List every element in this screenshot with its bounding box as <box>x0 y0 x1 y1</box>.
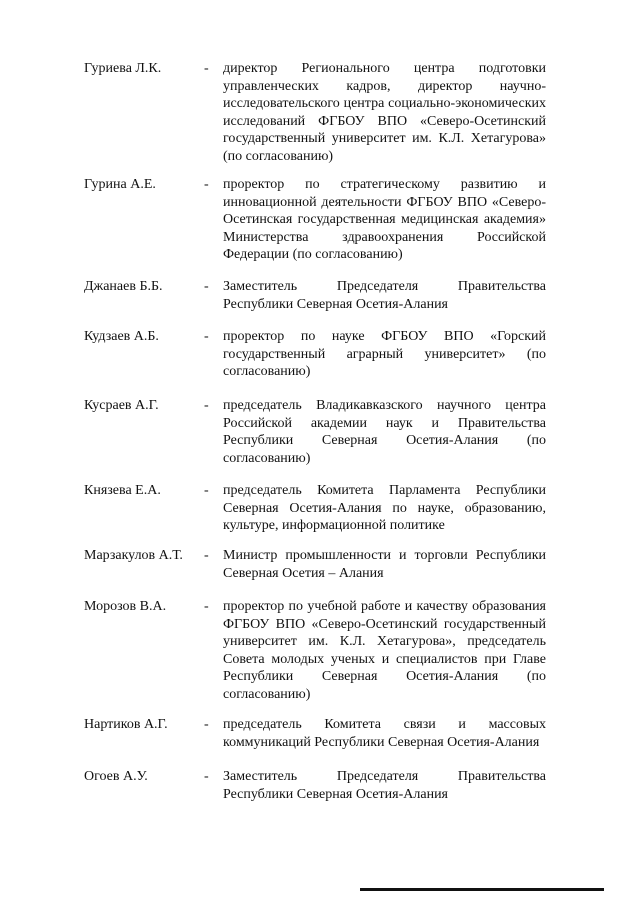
member-description: проректор по науке ФГБОУ ВПО «Горский государственный аграрный университет» (по согласованию) <box>223 329 546 379</box>
member-name: Кудзаев А.Б. <box>84 329 159 344</box>
member-description: председатель Комитета Парламента Республики Северная Осетия-Алания по науке, образованию, культуре, информационной политике <box>223 483 546 533</box>
member-name: Кусраев А.Г. <box>84 398 159 413</box>
member-dash: - <box>204 548 209 563</box>
member-description: председатель Комитета связи и массовых коммуникаций Республики Северная Осетия-Алания <box>223 717 546 750</box>
member-dash: - <box>204 177 209 192</box>
member-description: проректор по стратегическому развитию и инновационной деятельности ФГБОУ ВПО «Северо-Осетинская государственная медицинская академия» Министерства здравоохранения Российской Федерации (по согласованию) <box>223 177 546 262</box>
member-dash: - <box>204 599 209 614</box>
member-name: Гуриева Л.К. <box>84 61 162 76</box>
member-dash: - <box>204 769 209 784</box>
member-dash: - <box>204 329 209 344</box>
member-name: Нартиков А.Г. <box>84 717 168 732</box>
member-description: директор Регионального центра подготовки управленческих кадров, директор научно-исследовательского центра социально-экономических исследований ФГБОУ ВПО «Северо-Осетинский государственный университет им. К.Л. Хетагурова» (по согласованию) <box>223 61 546 164</box>
footer-rule <box>360 888 604 891</box>
member-name: Джанаев Б.Б. <box>84 279 163 294</box>
member-description: Заместитель Председателя Правительства Республики Северная Осетия-Алания <box>223 279 546 312</box>
member-dash: - <box>204 717 209 732</box>
member-name: Морозов В.А. <box>84 599 167 614</box>
member-dash: - <box>204 61 209 76</box>
member-name: Огоев А.У. <box>84 769 148 784</box>
member-dash: - <box>204 398 209 413</box>
member-description: Министр промышленности и торговли Республики Северная Осетия – Алания <box>223 548 546 581</box>
member-dash: - <box>204 483 209 498</box>
member-dash: - <box>204 279 209 294</box>
member-description: проректор по учебной работе и качеству образования ФГБОУ ВПО «Северо-Осетинский государственный университет им. К.Л. Хетагурова», председатель Совета молодых ученых и специалистов при Главе Республики Северная Осетия-Алания (по согласованию) <box>223 599 546 702</box>
member-name: Марзакулов А.Т. <box>84 548 183 563</box>
member-description: председатель Владикавказского научного центра Российской академии наук и Правительства Республики Северная Осетия-Алания (по согласованию) <box>223 398 546 466</box>
member-description: Заместитель Председателя Правительства Республики Северная Осетия-Алания <box>223 769 546 802</box>
member-name: Гурина А.Е. <box>84 177 156 192</box>
member-name: Князева Е.А. <box>84 483 161 498</box>
